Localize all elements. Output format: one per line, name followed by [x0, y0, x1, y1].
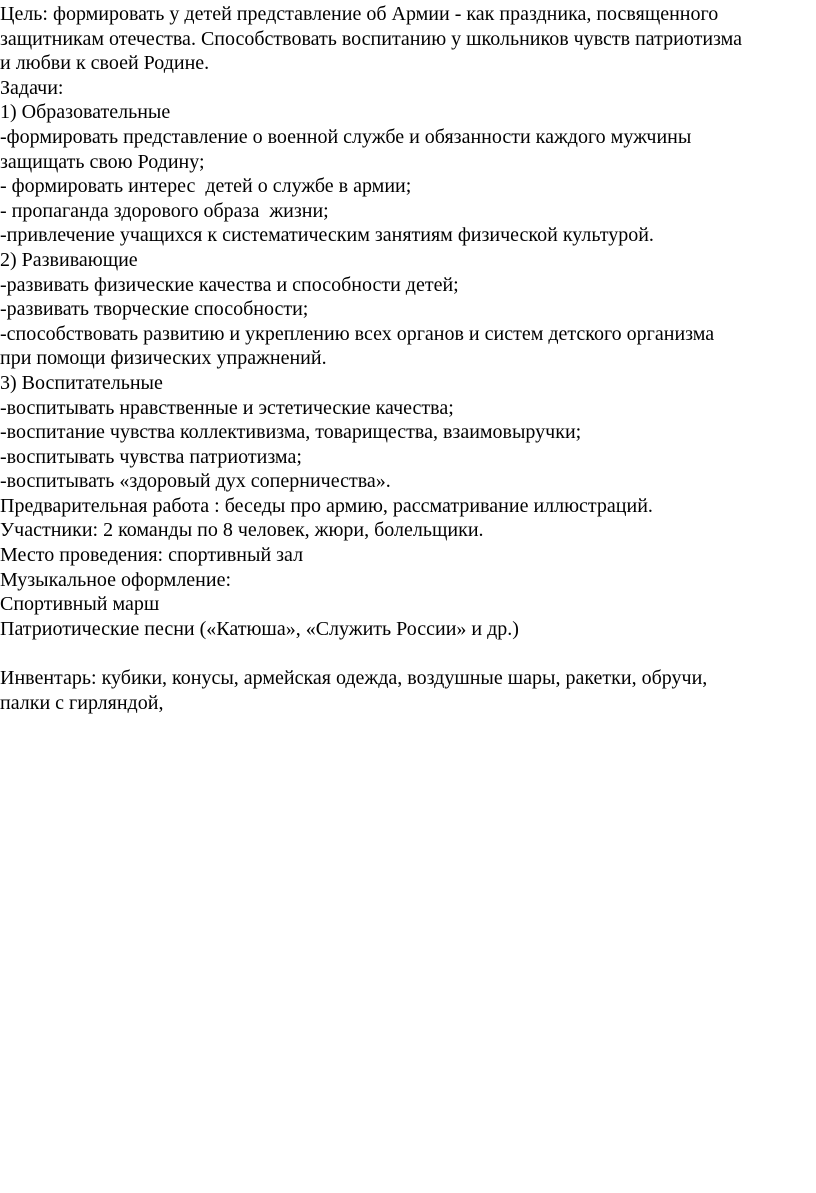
music-item-1: Спортивный марш — [0, 593, 160, 616]
upbringing-item-3: -воспитывать чувства патриотизма; — [0, 445, 302, 468]
upbringing-item-1: -воспитывать нравственные и эстетические качества; — [0, 396, 454, 419]
upbringing-item-2: -воспитание чувства коллективизма, товарищества, взаимовыручки; — [0, 421, 582, 444]
developing-item-3a: -способствовать развитию и укреплению всех органов и систем детского организма — [0, 322, 715, 345]
educational-item-3: - пропаганда здорового образа жизни; — [0, 199, 329, 222]
educational-heading: 1) Образовательные — [0, 101, 171, 124]
educational-item-1b: защищать свою Родину; — [0, 150, 205, 173]
equipment-line-2: палки с гирляндой, — [0, 691, 164, 714]
goal-line-3: и любви к своей Родине. — [0, 52, 210, 75]
developing-item-3b: при помощи физических упражнений. — [0, 347, 327, 370]
developing-item-2: -развивать творческие способности; — [0, 298, 309, 321]
developing-heading: 2) Развивающие — [0, 248, 138, 271]
upbringing-heading: 3) Воспитательные — [0, 371, 163, 394]
goal-line-1: Цель: формировать у детей представление об Армии - как праздника, посвященного — [0, 3, 719, 25]
upbringing-item-4: -воспитывать «здоровый дух соперничества». — [0, 470, 391, 493]
venue: Место проведения: спортивный зал — [0, 544, 304, 567]
developing-item-1: -развивать физические качества и способности детей; — [0, 273, 459, 296]
blank-line — [0, 641, 816, 666]
equipment-line-1: Инвентарь: кубики, конусы, армейская одежда, воздушные шары, ракетки, обручи, — [0, 667, 708, 690]
music-item-2: Патриотические песни («Катюша», «Служить России» и др.) — [0, 617, 519, 640]
participants: Участники: 2 команды по 8 человек, жюри, болельщики. — [0, 519, 484, 542]
goal-line-2: защитникам отечества. Способствовать воспитанию у школьников чувств патриотизма — [0, 27, 743, 50]
tasks-heading: Задачи: — [0, 76, 64, 99]
preliminary-work: Предварительная работа : беседы про армию, рассматривание иллюстраций. — [0, 494, 653, 517]
educational-item-1a: -формировать представление о военной службе и обязанности каждого мужчины — [0, 125, 692, 148]
educational-item-2: - формировать интерес детей о службе в армии; — [0, 175, 412, 198]
music-heading: Музыкальное оформление: — [0, 568, 232, 591]
educational-item-4: -привлечение учащихся к систематическим занятиям физической культурой. — [0, 224, 654, 247]
